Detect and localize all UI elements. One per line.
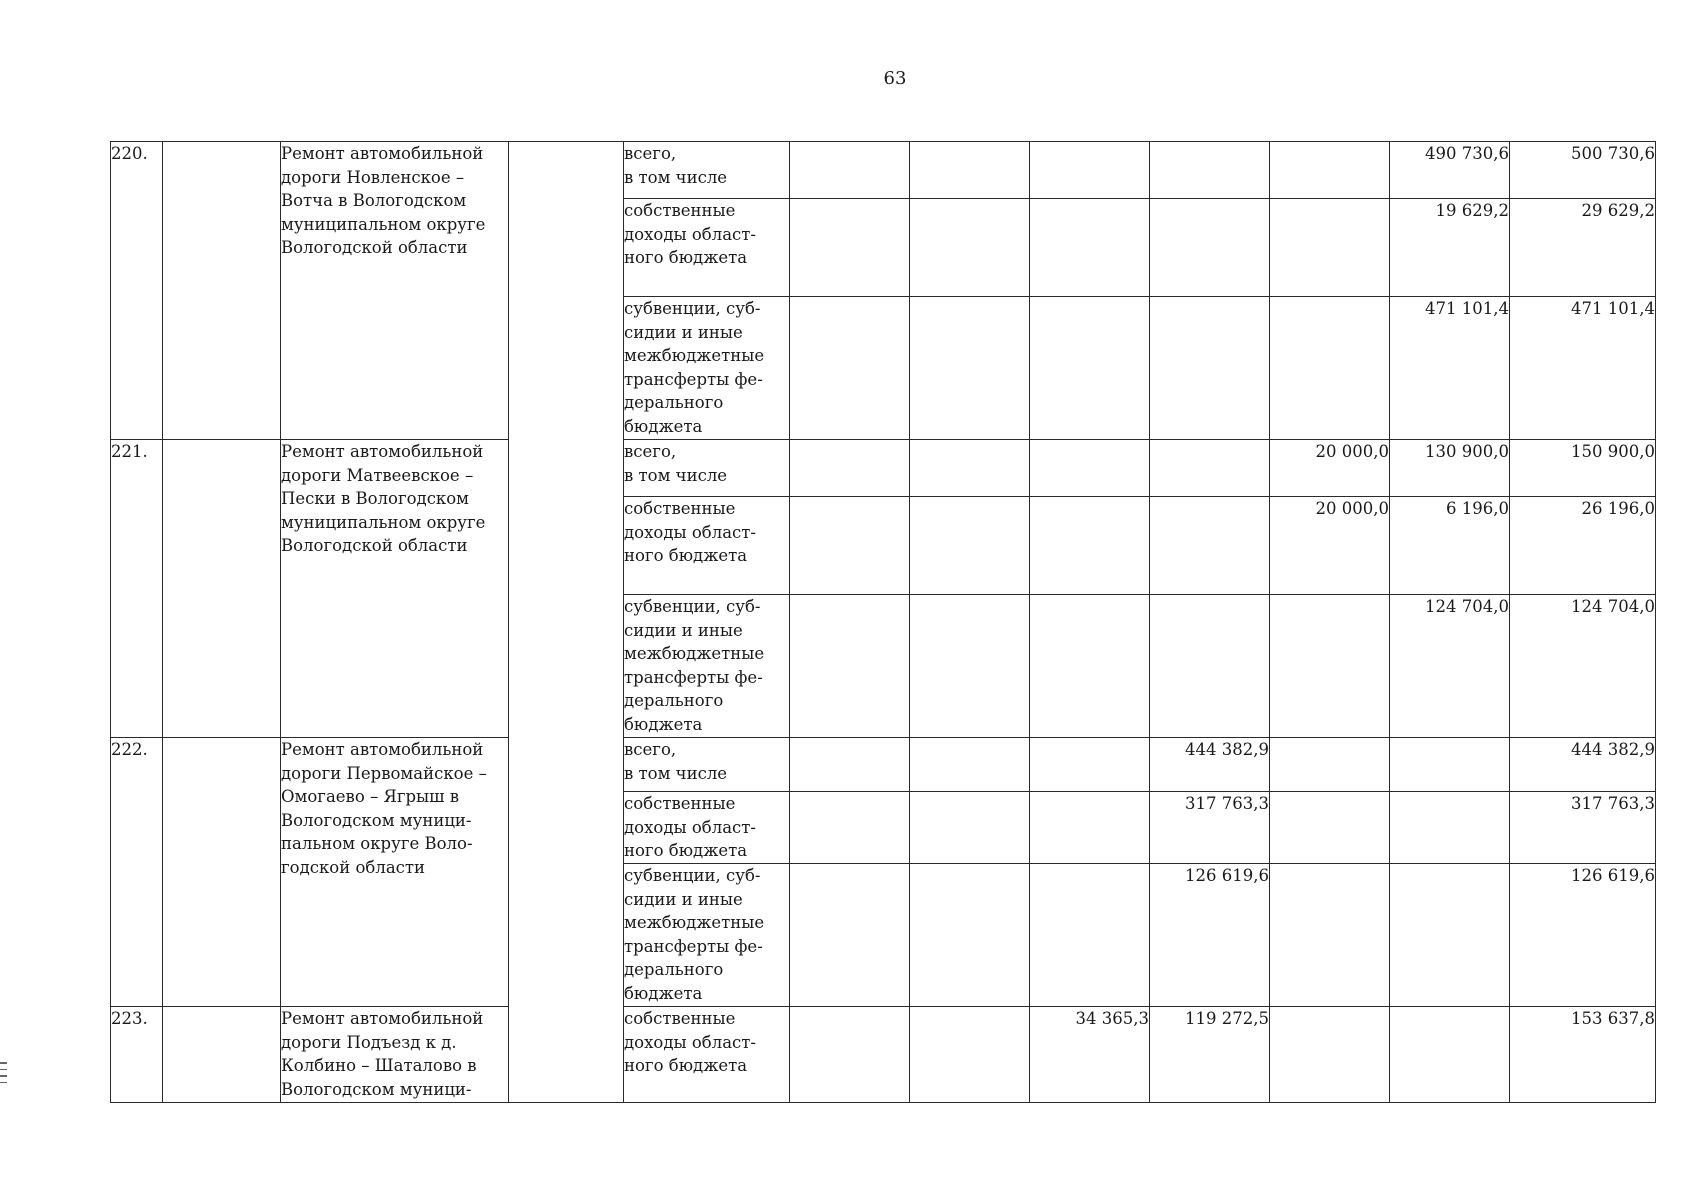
funding-source: всего, в том числе <box>624 738 790 792</box>
funding-source: собственные доходы област-ного бюджета <box>624 199 790 297</box>
amount-cell: 126 619,6 <box>1510 864 1656 1007</box>
amount-cell: 130 900,0 <box>1390 440 1510 497</box>
row-number: 220. <box>111 142 163 440</box>
amount-cell <box>1270 1007 1390 1103</box>
amount-cell <box>1150 440 1270 497</box>
amount-cell <box>1150 142 1270 199</box>
funding-source: субвенции, суб-сидии и иные межбюджетные трансферты фе-дерального бюджета <box>624 864 790 1007</box>
amount-cell <box>1270 199 1390 297</box>
amount-cell: 124 704,0 <box>1390 595 1510 738</box>
amount-cell <box>1030 142 1150 199</box>
amount-cell <box>910 199 1030 297</box>
funding-source: собственные доходы област-ного бюджета <box>624 1007 790 1103</box>
budget-table <box>110 141 1656 1103</box>
amount-cell <box>1390 864 1510 1007</box>
amount-cell: 500 730,6 <box>1510 142 1656 199</box>
table-row <box>111 1007 1656 1103</box>
object-name: Ремонт автомобильной дороги Новленское – Вотча в Вологодском муниципальном округе Вологодской области <box>281 142 509 440</box>
amount-cell <box>1030 738 1150 792</box>
empty-cell <box>163 142 281 440</box>
amount-cell <box>910 497 1030 595</box>
row-number: 223. <box>111 1007 163 1103</box>
amount-cell <box>790 864 910 1007</box>
amount-cell: 471 101,4 <box>1390 297 1510 440</box>
amount-cell <box>1270 595 1390 738</box>
amount-cell: 6 196,0 <box>1390 497 1510 595</box>
object-name: Ремонт автомобильной дороги Первомайское – Омогаево – Ягрыш в Вологодском муници-пальном округе Воло-годской области <box>281 738 509 1007</box>
amount-cell: 34 365,3 <box>1030 1007 1150 1103</box>
funding-source: субвенции, суб-сидии и иные межбюджетные трансферты фе-дерального бюджета <box>624 595 790 738</box>
table-row <box>111 738 1656 792</box>
amount-cell <box>1030 792 1150 864</box>
amount-cell: 119 272,5 <box>1150 1007 1270 1103</box>
amount-cell <box>790 595 910 738</box>
amount-cell <box>790 199 910 297</box>
amount-cell: 317 763,3 <box>1150 792 1270 864</box>
amount-cell: 126 619,6 <box>1150 864 1270 1007</box>
object-name: Ремонт автомобильной дороги Матвеевское – Пески в Вологодском муниципальном округе Вологодской области <box>281 440 509 738</box>
amount-cell <box>910 297 1030 440</box>
amount-cell: 490 730,6 <box>1390 142 1510 199</box>
amount-cell: 124 704,0 <box>1510 595 1656 738</box>
amount-cell <box>1150 595 1270 738</box>
amount-cell: 153 637,8 <box>1510 1007 1656 1103</box>
amount-cell: 150 900,0 <box>1510 440 1656 497</box>
amount-cell <box>910 864 1030 1007</box>
row-number: 222. <box>111 738 163 1007</box>
amount-cell: 20 000,0 <box>1270 497 1390 595</box>
amount-cell: 317 763,3 <box>1510 792 1656 864</box>
amount-cell: 444 382,9 <box>1150 738 1270 792</box>
amount-cell <box>790 142 910 199</box>
amount-cell: 20 000,0 <box>1270 440 1390 497</box>
amount-cell <box>1150 199 1270 297</box>
amount-cell <box>1150 497 1270 595</box>
amount-cell <box>910 142 1030 199</box>
amount-cell <box>1390 792 1510 864</box>
amount-cell <box>790 297 910 440</box>
amount-cell <box>790 1007 910 1103</box>
amount-cell <box>1030 595 1150 738</box>
funding-source: всего, в том числе <box>624 142 790 199</box>
amount-cell: 29 629,2 <box>1510 199 1656 297</box>
amount-cell <box>1270 297 1390 440</box>
amount-cell <box>1390 1007 1510 1103</box>
amount-cell <box>910 440 1030 497</box>
amount-cell: 444 382,9 <box>1510 738 1656 792</box>
object-name: Ремонт автомобильной дороги Подъезд к д. Колбино – Шаталово в Вологодском муници- <box>281 1007 509 1103</box>
amount-cell: 26 196,0 <box>1510 497 1656 595</box>
amount-cell: 471 101,4 <box>1510 297 1656 440</box>
amount-cell <box>790 440 910 497</box>
row-number: 221. <box>111 440 163 738</box>
amount-cell <box>1270 142 1390 199</box>
funding-source: всего, в том числе <box>624 440 790 497</box>
amount-cell <box>910 1007 1030 1103</box>
page-number: 63 <box>883 68 907 89</box>
amount-cell <box>1030 199 1150 297</box>
funding-source: собственные доходы област-ного бюджета <box>624 792 790 864</box>
amount-cell <box>1030 864 1150 1007</box>
scan-margin-marks <box>0 1062 7 1088</box>
amount-cell <box>1270 738 1390 792</box>
amount-cell <box>790 497 910 595</box>
funding-source: субвенции, суб-сидии и иные межбюджетные трансферты фе-дерального бюджета <box>624 297 790 440</box>
funding-source: собственные доходы област-ного бюджета <box>624 497 790 595</box>
amount-cell <box>790 792 910 864</box>
amount-cell <box>1390 738 1510 792</box>
amount-cell <box>1030 297 1150 440</box>
amount-cell <box>1270 792 1390 864</box>
table-row <box>111 142 1656 199</box>
amount-cell <box>910 595 1030 738</box>
amount-cell <box>790 738 910 792</box>
amount-cell: 19 629,2 <box>1390 199 1510 297</box>
amount-cell <box>910 792 1030 864</box>
empty-cell <box>163 1007 281 1103</box>
amount-cell <box>1150 297 1270 440</box>
table-row <box>111 440 1656 497</box>
amount-cell <box>910 738 1030 792</box>
amount-cell <box>1270 864 1390 1007</box>
amount-cell <box>1030 440 1150 497</box>
amount-cell <box>1030 497 1150 595</box>
empty-cell <box>163 738 281 1007</box>
empty-cell <box>509 142 624 1103</box>
empty-cell <box>163 440 281 738</box>
